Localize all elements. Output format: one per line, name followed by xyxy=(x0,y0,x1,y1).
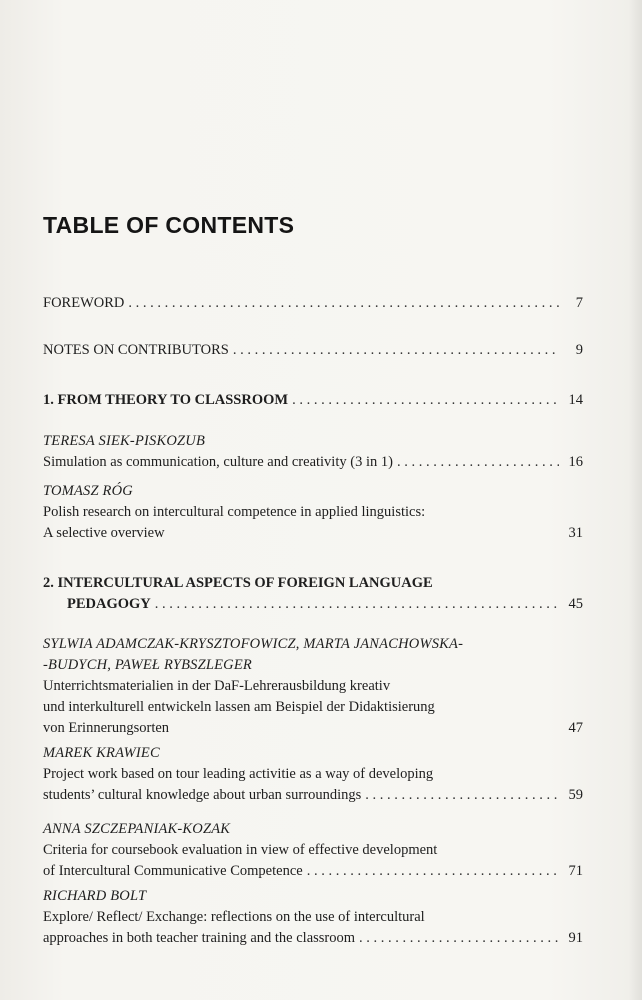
page-number: 91 xyxy=(568,930,583,946)
toc-entry-siek-piskozub[interactable] xyxy=(43,431,583,473)
entry-author: MAREK KRAWIEC xyxy=(43,745,160,761)
page-number: 16 xyxy=(568,454,583,470)
entry-title-line: von Erinnerungsorten xyxy=(43,720,170,736)
entry-title-line: Unterrichtsmaterialien in der DaF-Lehrerausbildung kreativ xyxy=(43,678,391,694)
toc-entry-rog[interactable] xyxy=(43,481,583,544)
page-title: TABLE OF CONTENTS xyxy=(43,212,295,238)
entry-author: ANNA SZCZEPANIAK-KOZAK xyxy=(43,821,231,837)
dot-leader xyxy=(365,785,559,806)
toc-section-1[interactable] xyxy=(43,390,583,411)
dot-leader xyxy=(128,293,559,314)
toc-entry-bolt[interactable] xyxy=(43,886,583,949)
entry-title: FOREWORD xyxy=(43,295,125,311)
toc-entry-szczepaniak-kozak[interactable] xyxy=(43,819,583,882)
entry-author: TOMASZ RÓG xyxy=(43,483,133,499)
page-number: 71 xyxy=(568,863,583,879)
page-number: 45 xyxy=(568,596,583,612)
page-number: 47 xyxy=(568,720,583,736)
toc-entry-adamczak-krysztofowicz[interactable] xyxy=(43,634,583,739)
section-title-line: 2. INTERCULTURAL ASPECTS OF FOREIGN LANGUAGE xyxy=(43,575,433,591)
entry-title-line: Explore/ Reflect/ Exchange: reflections on the use of intercultural xyxy=(43,909,425,925)
page-number: 59 xyxy=(568,787,583,803)
dot-leader xyxy=(233,340,559,361)
entry-title-line: Polish research on intercultural competence in applied linguistics: xyxy=(43,504,426,520)
entry-author-line: -BUDYCH, PAWEŁ RYBSZLEGER xyxy=(43,657,252,673)
entry-title-line: of Intercultural Communicative Competence xyxy=(43,863,303,879)
entry-title-line: approaches in both teacher training and the classroom xyxy=(43,930,356,946)
entry-title-line: students’ cultural knowledge about urban surroundings xyxy=(43,787,362,803)
toc-entry-krawiec[interactable] xyxy=(43,743,583,806)
entry-author: TERESA SIEK-PISKOZUB xyxy=(43,433,206,449)
page-number: 31 xyxy=(568,525,583,541)
toc-entry-notes-on-contributors[interactable] xyxy=(43,340,583,361)
entry-title: Simulation as communication, culture and creativity (3 in 1) xyxy=(43,454,393,470)
page-number: 7 xyxy=(575,295,583,311)
entry-author-line: SYLWIA ADAMCZAK-KRYSZTOFOWICZ, MARTA JANACHOWSKA- xyxy=(43,636,464,652)
page-number: 9 xyxy=(575,342,583,358)
entry-title-line: Project work based on tour leading activitie as a way of developing xyxy=(43,766,434,782)
dot-leader xyxy=(397,452,559,473)
entry-title-line: A selective overview xyxy=(43,525,165,541)
entry-title-line: Criteria for coursebook evaluation in view of effective development xyxy=(43,842,438,858)
toc-section-2[interactable] xyxy=(43,573,583,615)
entry-title-line: und interkulturell entwickeln lassen am Beispiel der Didaktisierung xyxy=(43,699,435,715)
entry-title: NOTES ON CONTRIBUTORS xyxy=(43,342,229,358)
dot-leader xyxy=(292,390,559,411)
section-title: 1. FROM THEORY TO CLASSROOM xyxy=(43,392,289,408)
entry-author: RICHARD BOLT xyxy=(43,888,147,904)
dot-leader xyxy=(307,861,559,882)
section-title-line: PEDAGOGY xyxy=(67,596,151,612)
page-number: 14 xyxy=(568,392,583,408)
dot-leader xyxy=(359,928,559,949)
toc-entry-foreword[interactable] xyxy=(43,293,583,314)
dot-leader xyxy=(155,594,559,615)
